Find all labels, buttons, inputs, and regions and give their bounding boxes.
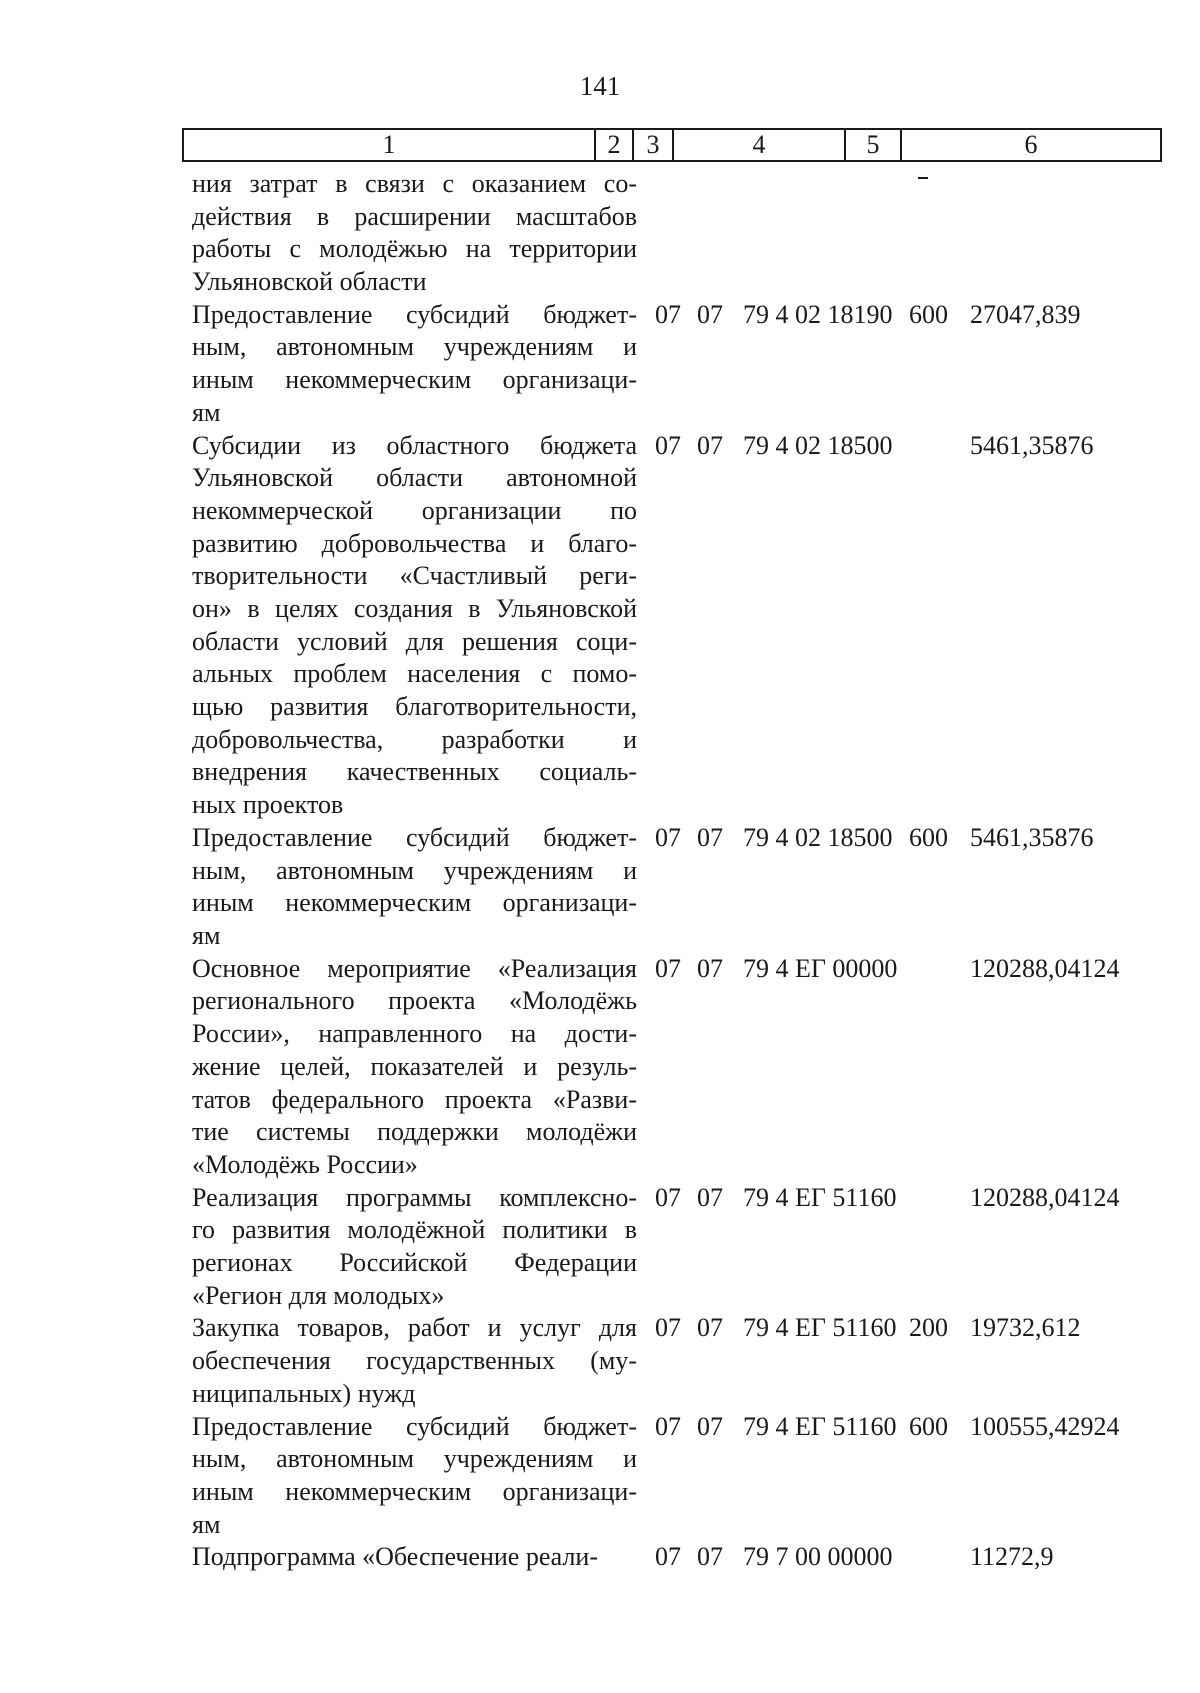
table-row xyxy=(192,1411,1160,1542)
cell-col-5: 600 xyxy=(909,1411,948,1441)
cell-col-3: 07 xyxy=(697,1542,723,1572)
cell-col-6: 120288,04124 xyxy=(970,953,1120,983)
cell-col-2: 07 xyxy=(655,430,681,460)
page-number: 141 xyxy=(579,71,621,101)
description-line: ным, автономным учреждениям и xyxy=(192,1444,637,1474)
description-line: ям xyxy=(192,397,221,427)
cell-col-3: 07 xyxy=(697,953,723,983)
cell-col-3: 07 xyxy=(697,430,723,460)
cell-col-2: 07 xyxy=(655,1182,681,1212)
row-description xyxy=(192,299,637,430)
description-line: обеспечения государственных (му- xyxy=(192,1346,637,1376)
cell-col-5: 600 xyxy=(909,299,948,329)
description-line: России», направленного на дости- xyxy=(192,1019,637,1049)
cell-col-3: 07 xyxy=(697,822,723,852)
description-line: внедрения качественных социаль- xyxy=(192,757,637,787)
description-line: татов федерального проекта «Разви- xyxy=(192,1084,637,1114)
cell-col-4: 79 4 02 18500 xyxy=(743,822,893,852)
row-description xyxy=(192,822,637,953)
table-row xyxy=(192,953,1160,1182)
description-line: Субсидии из областного бюджета xyxy=(192,430,637,460)
description-line: ния затрат в связи с оказанием со- xyxy=(192,169,637,198)
cell-col-4: 79 4 ЕГ 51160 xyxy=(743,1313,897,1343)
row-description xyxy=(192,1541,637,1574)
cell-col-4: 79 4 ЕГ 00000 xyxy=(743,953,898,983)
description-line: альных проблем населения с помо- xyxy=(192,659,637,689)
cell-col-2: 07 xyxy=(655,1411,681,1441)
description-line: Ульяновской области автономной xyxy=(192,463,637,493)
description-line: ям xyxy=(192,1509,221,1539)
cell-col-3: 07 xyxy=(697,1182,723,1212)
table-row xyxy=(192,168,1160,299)
table-body xyxy=(192,168,1160,1574)
description-line: Предоставление субсидий бюджет- xyxy=(192,1411,637,1441)
table-row xyxy=(192,1182,1160,1313)
cell-col-6: 5461,35876 xyxy=(970,822,1094,852)
table-row xyxy=(192,1312,1160,1410)
cell-col-2: 07 xyxy=(655,1313,681,1343)
row-description xyxy=(192,1182,637,1313)
row-description xyxy=(192,168,637,299)
table-row xyxy=(192,1541,1160,1574)
table-row xyxy=(192,299,1160,430)
description-line: жение целей, показателей и резуль- xyxy=(192,1051,637,1081)
header-cell-1: 1 xyxy=(184,130,596,160)
table-header-row xyxy=(182,128,1162,162)
cell-col-4: 79 7 00 00000 xyxy=(743,1542,893,1572)
description-line: «Молодёжь России» xyxy=(192,1149,418,1179)
description-line: иным некоммерческим организаци- xyxy=(192,365,637,395)
cell-col-6: 27047,839 xyxy=(970,299,1081,329)
cell-col-6: 19732,612 xyxy=(970,1313,1081,1343)
cell-col-2: 07 xyxy=(655,299,681,329)
description-line: ниципальных) нужд xyxy=(192,1378,416,1408)
description-line: регионах Российской Федерации xyxy=(192,1248,637,1278)
cell-col-4: 79 4 ЕГ 51160 xyxy=(743,1182,897,1212)
cell-col-5: 600 xyxy=(909,822,948,852)
description-line: ных проектов xyxy=(192,790,344,820)
description-line: щью развития благотворительности, xyxy=(192,692,637,722)
header-cell-5: 5 xyxy=(846,130,902,160)
description-line: действия в расширении масштабов xyxy=(192,201,637,231)
cell-col-3: 07 xyxy=(697,1313,723,1343)
header-cell-4: 4 xyxy=(674,130,846,160)
description-line: некоммерческой организации по xyxy=(192,495,637,525)
cell-col-5: 200 xyxy=(909,1313,948,1343)
description-line: добровольчества, разработки и xyxy=(192,724,637,754)
description-line: области условий для решения соци- xyxy=(192,626,637,656)
description-line: го развития молодёжной политики в xyxy=(192,1215,637,1245)
description-line: развитию добровольчества и благо- xyxy=(192,528,637,558)
description-line: ным, автономным учреждениям и xyxy=(192,332,637,362)
description-line: регионального проекта «Молодёжь xyxy=(192,986,637,1016)
description-line: Предоставление субсидий бюджет- xyxy=(192,299,637,329)
description-line: ям xyxy=(192,921,221,951)
cell-col-3: 07 xyxy=(697,1411,723,1441)
cell-col-6: 5461,35876 xyxy=(970,430,1094,460)
cell-col-4: 79 4 02 18190 xyxy=(743,299,893,329)
description-line: Ульяновской области xyxy=(192,267,427,297)
description-line: работы с молодёжью на территории xyxy=(192,234,637,264)
row-description xyxy=(192,1411,637,1542)
description-line: Предоставление субсидий бюджет- xyxy=(192,822,637,852)
description-line: Подпрограмма «Обеспечение реали- xyxy=(192,1542,598,1572)
row-description xyxy=(192,953,637,1182)
description-line: «Регион для молодых» xyxy=(192,1280,445,1310)
cell-col-6: 120288,04124 xyxy=(970,1182,1120,1212)
description-line: тие системы поддержки молодёжи xyxy=(192,1117,637,1147)
header-cell-2: 2 xyxy=(596,130,634,160)
cell-col-6: 11272,9 xyxy=(970,1542,1054,1572)
cell-col-2: 07 xyxy=(655,822,681,852)
table-row xyxy=(192,822,1160,953)
description-line: ным, автономным учреждениям и xyxy=(192,855,637,885)
cell-col-4: 79 4 02 18500 xyxy=(743,430,893,460)
description-line: Основное мероприятие «Реализация xyxy=(192,953,637,983)
row-description xyxy=(192,430,637,822)
row-description xyxy=(192,1312,637,1410)
table-row xyxy=(192,430,1160,822)
description-line: иным некоммерческим организаци- xyxy=(192,888,637,918)
description-line: иным некоммерческим организаци- xyxy=(192,1476,637,1506)
description-line: Закупка товаров, работ и услуг для xyxy=(192,1313,637,1343)
header-cell-6: 6 xyxy=(1024,130,1038,159)
cell-col-2: 07 xyxy=(655,953,681,983)
cell-col-6: 100555,42924 xyxy=(970,1411,1120,1441)
description-line: Реализация программы комплексно- xyxy=(192,1182,637,1212)
description-line: творительности «Счастливый реги- xyxy=(192,561,637,591)
header-cell-3: 3 xyxy=(634,130,674,160)
description-line: он» в целях создания в Ульяновской xyxy=(192,594,637,624)
cell-col-3: 07 xyxy=(697,299,723,329)
cell-col-4: 79 4 ЕГ 51160 xyxy=(743,1411,897,1441)
cell-col-2: 07 xyxy=(655,1542,681,1572)
